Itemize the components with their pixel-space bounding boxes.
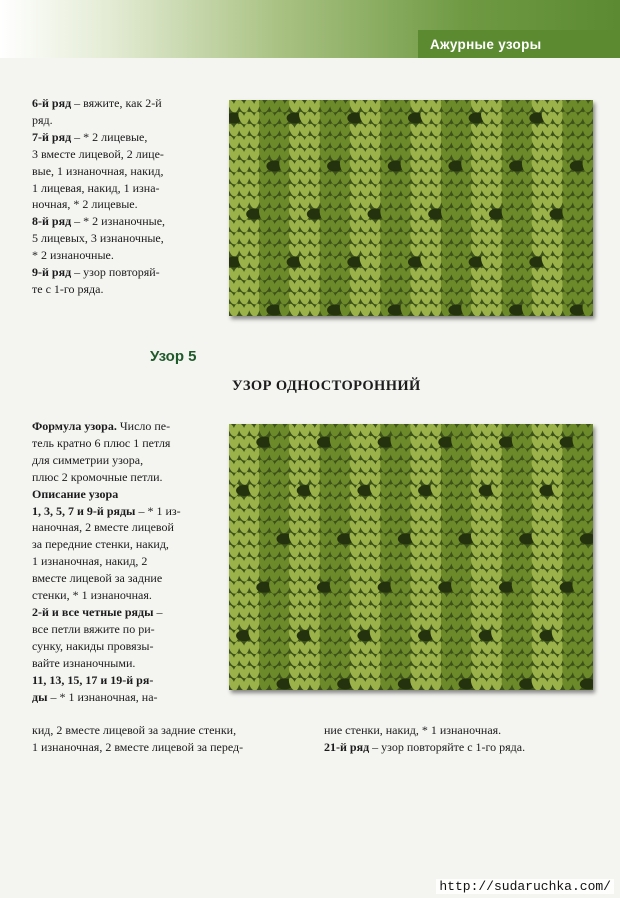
line-text: ночная, * 2 лицевые. bbox=[32, 197, 138, 212]
line-text: вайте изнаночными. bbox=[32, 655, 136, 670]
knitting-swatch-bottom bbox=[229, 424, 593, 690]
line-text: 5 лицевых, 3 изнаночные, bbox=[32, 231, 164, 246]
text-line bbox=[324, 739, 610, 756]
text-line bbox=[32, 418, 210, 435]
knitting-swatch-top bbox=[229, 100, 593, 316]
line-text: те с 1-го ряда. bbox=[32, 281, 104, 296]
line-text: – bbox=[153, 604, 163, 619]
line-text: вые, 1 изнаночная, накид, bbox=[32, 163, 164, 178]
line-text: стенки, * 1 изнаночная. bbox=[32, 588, 152, 603]
text-line bbox=[32, 553, 210, 570]
text-line bbox=[32, 739, 322, 756]
bottom-right-continuation bbox=[324, 722, 610, 756]
line-text: – * 1 из- bbox=[135, 503, 181, 518]
line-text: 1 изнаночная, 2 вместе лицевой за перед- bbox=[32, 739, 244, 754]
row-label: ды bbox=[32, 689, 48, 704]
bottom-left-continuation bbox=[32, 722, 322, 756]
line-text: – узор повторяй- bbox=[71, 265, 160, 280]
row-label: 8-й ряд bbox=[32, 214, 72, 229]
text-line bbox=[32, 95, 210, 112]
line-text: – * 2 изнаночные, bbox=[71, 214, 166, 229]
row-label: 21-й ряд bbox=[324, 739, 370, 754]
line-text: 1 изнаночная, накид, 2 bbox=[32, 554, 148, 569]
row-label: 9-й ряд bbox=[32, 265, 72, 280]
row-label: 6-й ряд bbox=[32, 96, 72, 110]
text-line bbox=[32, 163, 210, 180]
text-line bbox=[32, 587, 210, 604]
text-line bbox=[32, 247, 210, 264]
text-line bbox=[32, 638, 210, 655]
text-line bbox=[32, 570, 210, 587]
pattern-description bbox=[32, 418, 210, 705]
line-text: – вяжите, как 2-й bbox=[71, 96, 162, 110]
row-label: 11, 13, 15, 17 и 19-й ря- bbox=[32, 672, 154, 687]
row-label: 7-й ряд bbox=[32, 129, 72, 144]
line-text: сунку, накиды провязы- bbox=[32, 638, 154, 653]
text-line bbox=[32, 722, 322, 739]
text-line bbox=[32, 621, 210, 638]
text-line bbox=[32, 486, 210, 503]
text-line bbox=[32, 604, 210, 621]
text-line bbox=[32, 196, 210, 213]
section-title: Ажурные узоры bbox=[418, 30, 620, 58]
line-text: – * 2 лицевые, bbox=[71, 129, 148, 144]
text-line bbox=[32, 672, 210, 689]
knitting-swatch-bottom-image bbox=[229, 424, 593, 690]
text-line bbox=[32, 536, 210, 553]
row-label: Формула узора. bbox=[32, 419, 117, 433]
text-line bbox=[32, 503, 210, 520]
text-line bbox=[324, 722, 610, 739]
row-label: 1, 3, 5, 7 и 9-й ряды bbox=[32, 503, 136, 518]
line-text: за передние стенки, накид, bbox=[32, 537, 169, 552]
line-text: кид, 2 вместе лицевой за задние стенки, bbox=[32, 723, 237, 737]
text-line bbox=[32, 689, 210, 706]
line-text: ние стенки, накид, * 1 изнаночная. bbox=[324, 723, 502, 737]
text-line bbox=[32, 213, 210, 230]
text-line bbox=[32, 281, 210, 298]
pattern-number: Узор 5 bbox=[150, 348, 197, 365]
text-line bbox=[32, 146, 210, 163]
text-line bbox=[32, 435, 210, 452]
line-text: тель кратно 6 плюс 1 петля bbox=[32, 435, 171, 450]
line-text: для симметрии узора, bbox=[32, 452, 144, 467]
knitting-swatch-top-image bbox=[229, 100, 593, 316]
top-instructions bbox=[32, 95, 210, 298]
line-text: наночная, 2 вместе лицевой bbox=[32, 520, 174, 535]
line-text: плюс 2 кромочные петли. bbox=[32, 469, 163, 484]
text-line bbox=[32, 264, 210, 281]
line-text: 3 вместе лицевой, 2 лице- bbox=[32, 146, 164, 161]
text-line bbox=[32, 129, 210, 146]
text-line bbox=[32, 469, 210, 486]
pattern-title: УЗОР ОДНОСТОРОННИЙ bbox=[232, 378, 421, 394]
line-text: – * 1 изнаночная, на- bbox=[47, 689, 158, 704]
line-text: вместе лицевой за задние bbox=[32, 571, 163, 586]
source-url: http://sudaruchka.com/ bbox=[436, 879, 614, 894]
line-text: Число пе- bbox=[116, 419, 171, 433]
row-label: Описание узора bbox=[32, 486, 119, 501]
text-line bbox=[32, 452, 210, 469]
text-line bbox=[32, 230, 210, 247]
text-line bbox=[32, 112, 210, 129]
line-text: все петли вяжите по ри- bbox=[32, 621, 155, 636]
text-line bbox=[32, 519, 210, 536]
text-line bbox=[32, 180, 210, 197]
line-text: * 2 изнаночные. bbox=[32, 248, 114, 263]
row-label: 2-й и все четные ряды bbox=[32, 604, 154, 619]
line-text: 1 лицевая, накид, 1 изна- bbox=[32, 180, 160, 195]
line-text: – узор повторяйте с 1-го ряда. bbox=[369, 739, 526, 754]
line-text: ряд. bbox=[32, 112, 53, 127]
text-line bbox=[32, 655, 210, 672]
